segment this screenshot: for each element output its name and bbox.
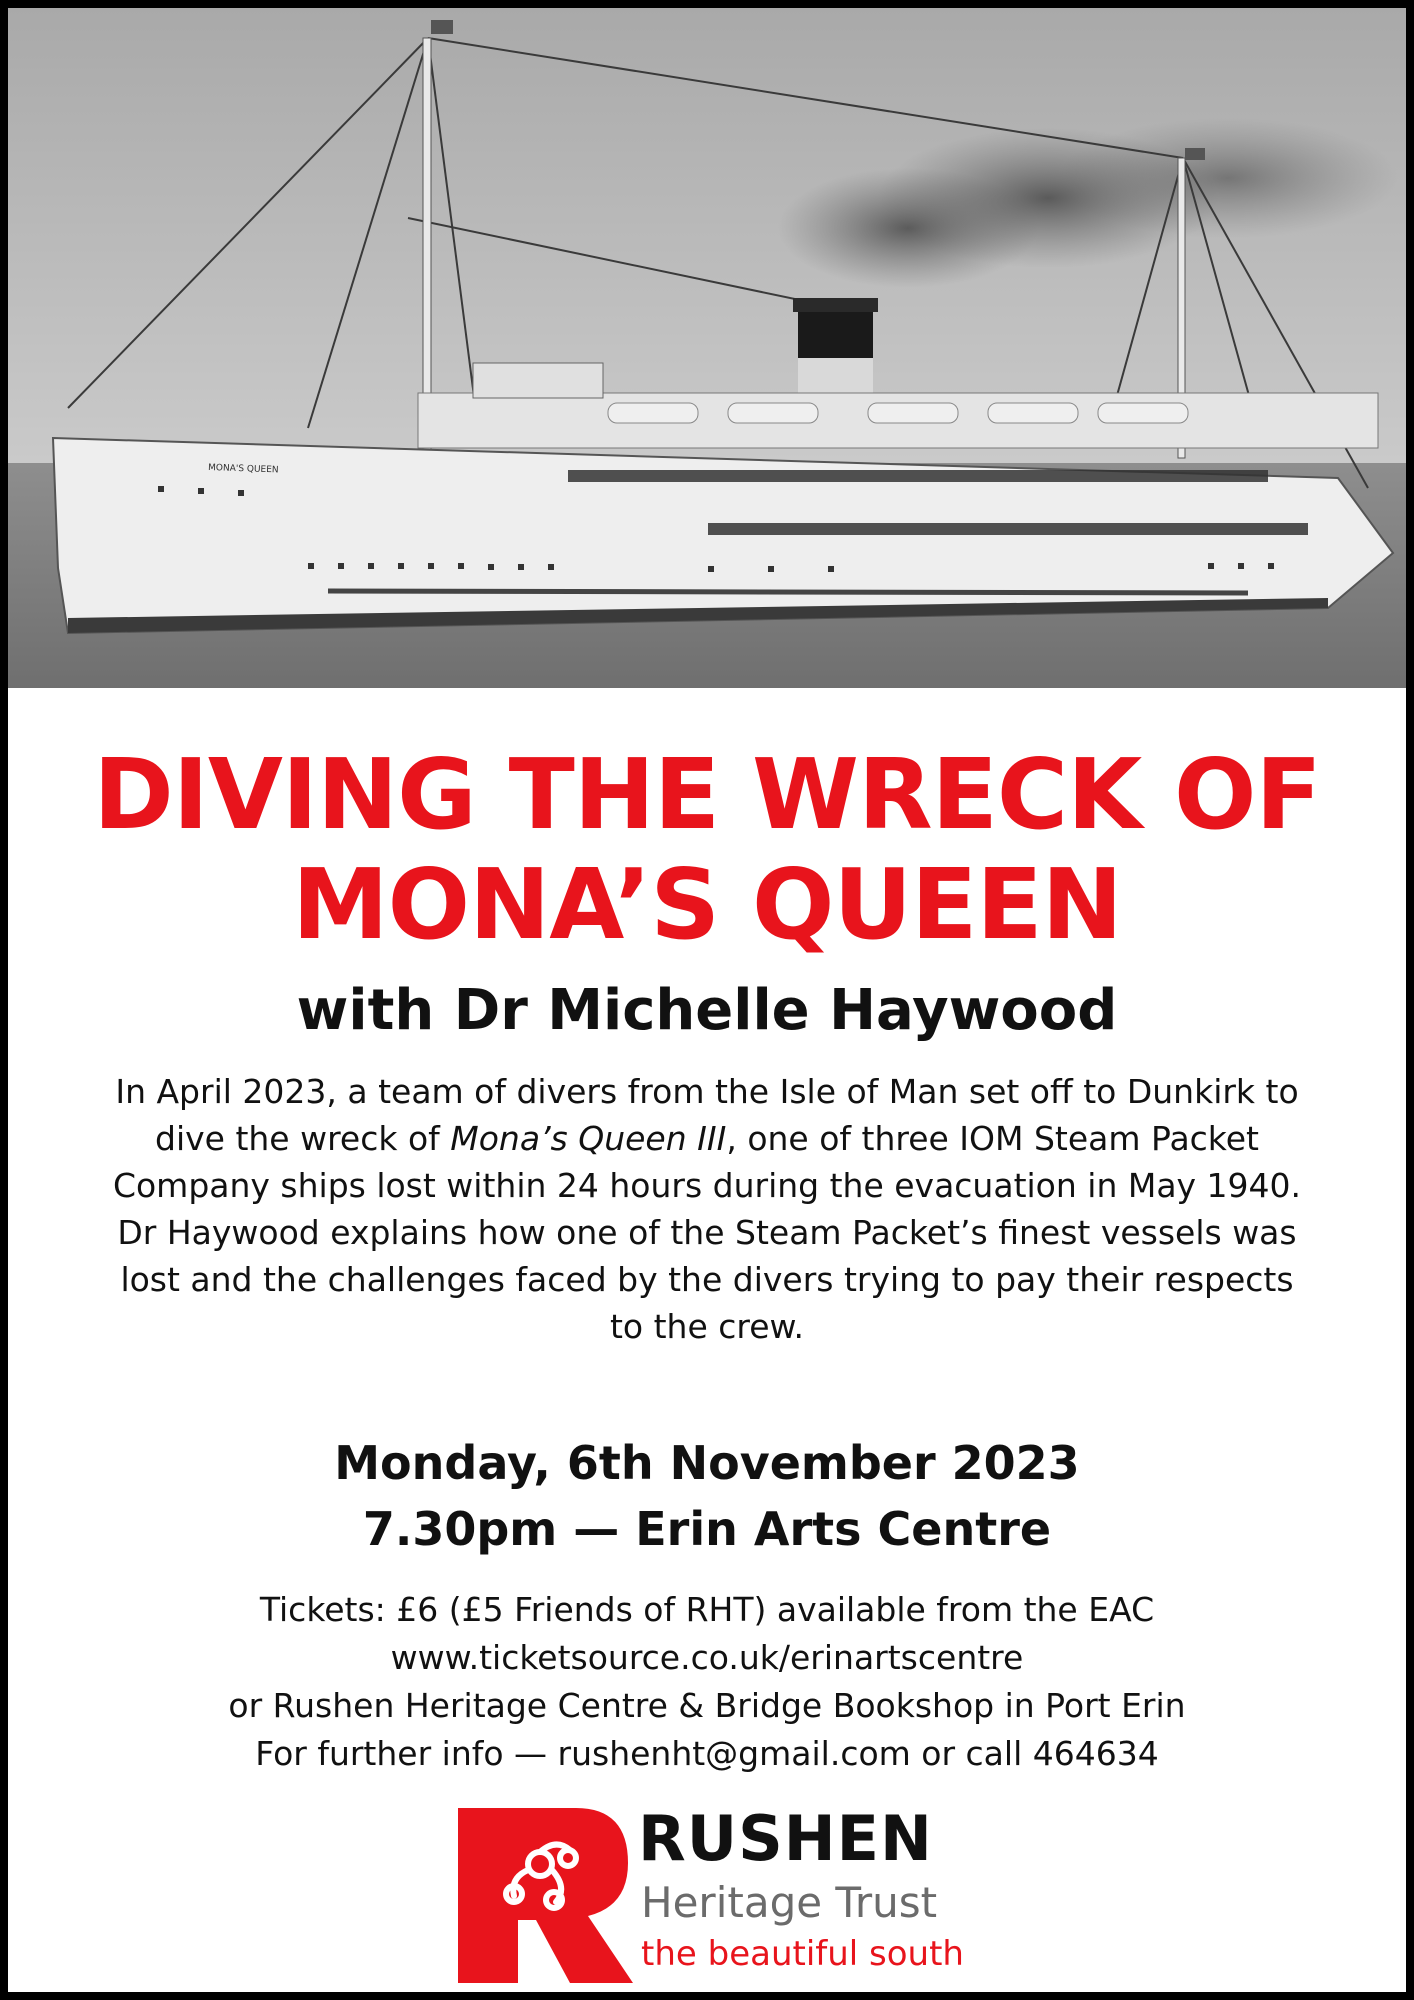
event-title-line-1: DIVING THE WRECK OF	[93, 738, 1321, 851]
description-line	[68, 1115, 1346, 1162]
ticket-info	[8, 1586, 1406, 1778]
event-description	[68, 1068, 1346, 1350]
rushen-heritage-trust-logo	[458, 1802, 978, 1983]
event-title-line-2: MONA’S QUEEN	[292, 848, 1122, 961]
flag	[431, 20, 453, 34]
event-datetime	[8, 1430, 1406, 1562]
r-triskelion-icon	[458, 1808, 633, 1983]
description-text: dive the wreck of	[155, 1119, 451, 1158]
description-line: to the crew.	[609, 1307, 804, 1346]
smoke-cloud	[1058, 118, 1398, 238]
funnel-cap	[793, 298, 878, 312]
hull-name: MONA'S QUEEN	[207, 463, 279, 476]
description-line: lost and the challenges faced by the divers trying to pay their respects	[120, 1260, 1294, 1299]
description-line: In April 2023, a team of divers from the Isle of Man set off to Dunkirk to	[115, 1072, 1299, 1111]
speaker-subtitle: with Dr Michelle Haywood	[296, 978, 1118, 1043]
contact-info: For further info — rushenht@gmail.com or call 464634	[255, 1734, 1159, 1773]
logo-name: RUSHEN	[638, 1802, 933, 1875]
event-date: Monday, 6th November 2023	[334, 1436, 1080, 1490]
lifeboats	[608, 403, 1188, 423]
description-text: , one of three IOM Steam Packet	[726, 1119, 1259, 1158]
rubbing-strake	[328, 591, 1248, 593]
logo-tagline: the beautiful south	[641, 1934, 964, 1974]
ticket-price: Tickets: £6 (£5 Friends of RHT) available from the EAC	[259, 1590, 1155, 1629]
flag	[1185, 148, 1205, 160]
ticket-url[interactable]: www.ticketsource.co.uk/erinartscentre	[390, 1638, 1024, 1677]
logo-subtitle: Heritage Trust	[641, 1878, 938, 1927]
event-time-venue: 7.30pm — Erin Arts Centre	[362, 1502, 1052, 1556]
ticket-outlets: or Rushen Heritage Centre & Bridge Bookshop in Port Erin	[228, 1686, 1186, 1725]
bridge	[473, 363, 603, 398]
ship-illustration	[8, 8, 1406, 688]
description-line: Dr Haywood explains how one of the Steam Packet’s finest vessels was	[117, 1213, 1297, 1252]
ship-photo	[8, 8, 1406, 688]
description-line: Company ships lost within 24 hours during the evacuation in May 1940.	[112, 1166, 1302, 1205]
ship-name: Mona’s Queen III	[450, 1119, 727, 1158]
